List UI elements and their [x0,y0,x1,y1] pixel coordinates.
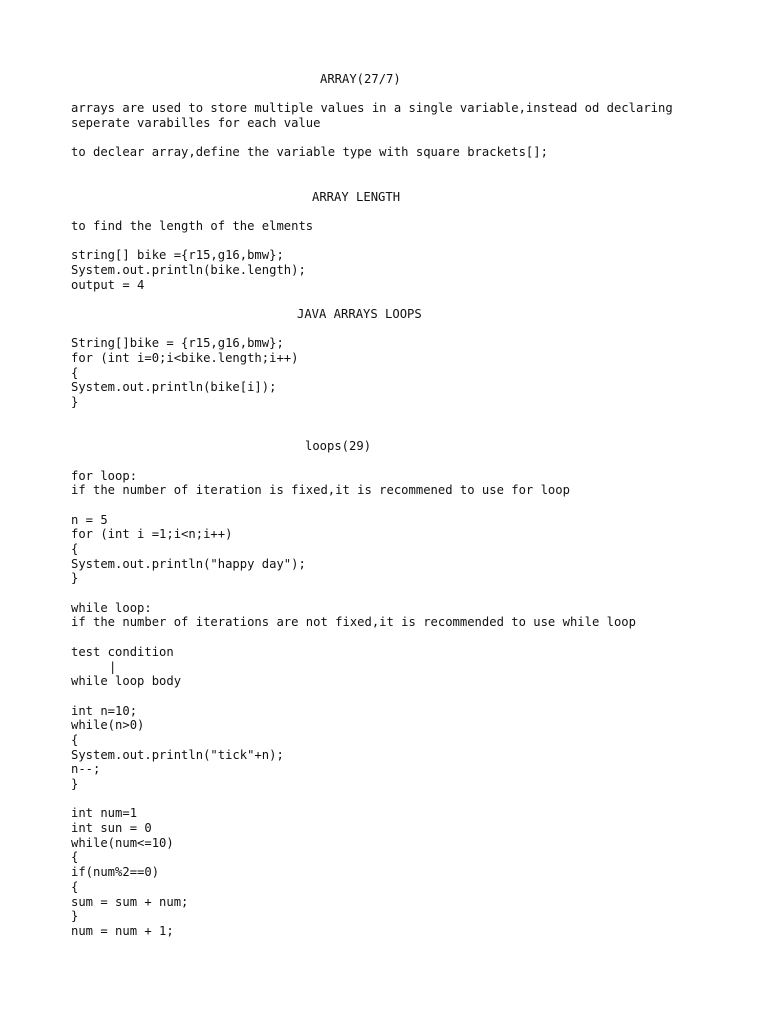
spacer [71,792,711,807]
code-line: if(num%2==0) [71,865,160,880]
code-line: } [71,395,79,410]
while-loop-title: while loop: [71,600,152,615]
code-line: num = num + 1; [71,923,174,938]
code-line: sum = sum + num; [71,894,189,909]
flow-connector: | [109,659,117,674]
code-line: { [71,850,79,865]
for-loop-title: for loop: [71,468,138,483]
while-loop-desc: if the number of iterations are not fixed,it is recommended to use while loop [71,615,636,630]
flow-test-condition: test condition [71,644,174,659]
code-line: { [71,879,79,894]
spacer [71,131,711,146]
spacer [71,292,711,307]
array-desc-line-1: arrays are used to store multiple values in a single variable,instead od declaring [71,101,673,116]
code-line: System.out.println(bike[i]); [71,380,277,395]
code-line: while(num<=10) [71,835,174,850]
spacer [71,175,711,190]
code-line: { [71,732,79,747]
array-desc-line-3: to declear array,define the variable type with square brackets[]; [71,145,548,160]
spacer [71,160,711,175]
spacer [71,498,711,513]
code-line: output = 4 [71,277,145,292]
code-line: string[] bike ={r15,g16,bmw}; [71,248,284,263]
spacer [71,204,711,219]
array-desc-line-2: seperate varabilles for each value [71,116,321,131]
code-line: System.out.println("happy day"); [71,556,306,571]
code-line: int n=10; [71,703,138,718]
code-line: } [71,571,79,586]
code-line: } [71,777,79,791]
spacer [71,234,711,249]
code-line: { [71,365,79,380]
loops-heading: loops(29) [305,439,372,454]
spacer [71,630,711,645]
code-line: int num=1 [71,806,138,821]
spacer [71,87,711,102]
spacer [71,689,711,704]
array-length-heading: ARRAY LENGTH [312,189,401,204]
spacer [71,586,711,601]
code-line: while(n>0) [71,718,145,733]
code-line: System.out.println("tick"+n); [71,747,284,762]
code-line: System.out.println(bike.length); [71,262,306,277]
spacer [71,425,711,440]
code-line: String[]bike = {r15,g16,bmw}; [71,336,284,351]
spacer [71,410,711,425]
spacer [71,454,711,469]
array-heading: ARRAY(27/7) [320,72,401,86]
document-page [71,72,711,939]
java-arrays-loops-heading: JAVA ARRAYS LOOPS [297,307,422,321]
code-line: } [71,909,79,924]
for-loop-desc: if the number of iteration is fixed,it is recommened to use for loop [71,483,570,498]
code-line: n = 5 [71,512,108,527]
spacer [71,322,711,337]
code-line: n--; [71,762,101,777]
code-line: for (int i=0;i<bike.length;i++) [71,351,299,366]
array-length-intro: to find the length of the elments [71,218,314,233]
code-line: { [71,542,79,556]
code-line: for (int i =1;i<n;i++) [71,527,233,542]
code-line: int sun = 0 [71,821,152,836]
flow-loop-body: while loop body [71,674,182,689]
